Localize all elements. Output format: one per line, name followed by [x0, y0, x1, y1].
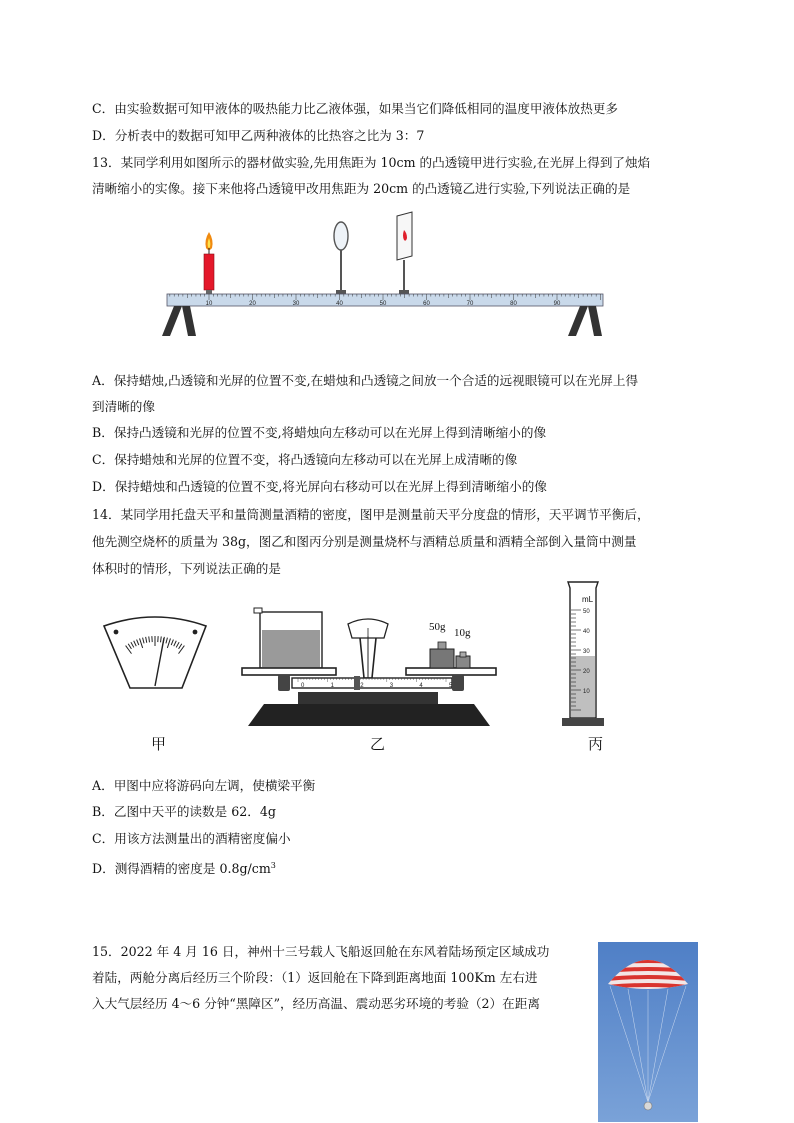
beaker-icon — [254, 608, 322, 668]
q15-line3: 入大气层经历 4～6 分钟“黑障区”，经历高温、震动恶劣环境的考验（2）在距离 — [92, 996, 540, 1011]
q15-line2: 着陆，两舱分离后经历三个阶段：（1）返回舱在下降到距离地面 100Km 左右进 — [92, 970, 538, 985]
q14-option-c: C．用该方法测量出的酒精密度偏小 — [92, 831, 291, 846]
cylinder-tick-label: 50 — [583, 609, 590, 615]
ruler-tick-label: 50 — [379, 301, 387, 307]
beam-tick-label: 1 — [330, 683, 334, 689]
ruler-tick-label: 60 — [423, 301, 430, 307]
bench-leg-right — [568, 306, 602, 336]
q12-option-c: C．由实验数据可知甲液体的吸热能力比乙液体强，如果当它们降低相同的温度甲液体放热更多 — [92, 101, 618, 116]
parachute-photo — [598, 942, 698, 1122]
beam-tick-label: 4 — [419, 683, 423, 689]
ruler-tick-label: 80 — [510, 301, 517, 307]
q15-line1: 15．2022 年 4 月 16 日，神州十三号载人飞船返回舱在东风着陆场预定区域成功 — [92, 944, 550, 959]
beam-tick-label: 0 — [301, 683, 305, 689]
q14-option-a: A．甲图中应将游码向左调，使横梁平衡 — [92, 778, 316, 793]
cylinder-unit: mL — [582, 595, 594, 604]
ruler-tick-label: 40 — [336, 301, 343, 307]
q13-option-a-line2: 到清晰的像 — [92, 399, 155, 414]
q12-option-d: D．分析表中的数据可知甲乙两种液体的比热容之比为 3：7 — [92, 128, 425, 143]
beam-tick-label: 5 — [449, 683, 453, 689]
cylinder-tick-label: 30 — [583, 649, 590, 655]
figure-label-yi: 乙 — [370, 735, 386, 753]
light-screen-icon — [397, 212, 412, 294]
ruler-tick-label: 20 — [249, 301, 256, 307]
q14-stem-line2: 他先测空烧杯的质量为 38g，图乙和图丙分别是测量烧杯与酒精总质量和酒精全部倒入量筒中测量 — [92, 534, 637, 549]
q14-stem-line1: 14．某同学用托盘天平和量筒测量酒精的密度，图甲是测量前天平分度盘的情形，天平调节平衡后， — [92, 507, 650, 522]
figure-label-bing: 丙 — [588, 735, 604, 753]
q13-option-c: C．保持蜡烛和光屏的位置不变，将凸透镜向左移动可以在光屏上成清晰的像 — [92, 452, 518, 467]
ruler-tick-label: 70 — [466, 301, 474, 307]
ruler-tick-label: 30 — [292, 301, 300, 307]
beam-tick-label: 3 — [389, 683, 394, 689]
ruler-tick-label: 90 — [553, 301, 561, 307]
weight-50g-icon — [430, 642, 454, 668]
q14-option-b: B．乙图中天平的读数是 62．4g — [92, 804, 276, 819]
beam-tick-label: 2 — [360, 683, 364, 689]
q13-option-a-line1: A．保持蜡烛,凸透镜和光屏的位置不变,在蜡烛和凸透镜之间放一个合适的远视眼镜可以在光屏上得 — [92, 373, 639, 388]
figure-label-jia: 甲 — [151, 735, 167, 753]
q13-option-b: B．保持凸透镜和光屏的位置不变,将蜡烛向左移动可以在光屏上得到清晰缩小的像 — [92, 425, 547, 440]
candle-icon — [204, 232, 214, 294]
q14-stem-line3: 体积时的情形，下列说法正确的是 — [92, 561, 281, 576]
cylinder-tick-label: 20 — [583, 669, 590, 675]
balance-dial-figure — [98, 612, 213, 692]
q14-option-d-text: D．测得酒精的密度是 0.8g/cm — [92, 861, 271, 877]
balance-figure — [238, 608, 498, 732]
q13-option-d: D．保持蜡烛和凸透镜的位置不变,将光屏向右移动可以在光屏上得到清晰缩小的像 — [92, 479, 547, 494]
q13-stem-line2: 清晰缩小的实像。接下来他将凸透镜甲改用焦距为 20cm 的凸透镜乙进行实验,下列说法正确的是 — [92, 181, 631, 196]
q14-option-d — [92, 857, 276, 878]
bench-leg-left — [162, 306, 196, 336]
ruler-tick-label: 10 — [205, 301, 213, 307]
rider-slider — [354, 676, 360, 690]
convex-lens-icon — [334, 222, 348, 294]
q14-option-d-sup: 3 — [270, 861, 276, 870]
weight-10g-icon — [456, 652, 470, 668]
optical-bench-figure — [160, 210, 610, 340]
weight-10g-label: 10g — [454, 627, 471, 639]
q13-stem-line1: 13．某同学利用如图所示的器材做实验,先用焦距为 10cm 的凸透镜甲进行实验,在光屏上得到了烛焰 — [92, 155, 651, 170]
weight-50g-label: 50g — [429, 621, 446, 633]
cylinder-tick-label: 40 — [583, 629, 590, 635]
return-capsule-icon — [644, 1102, 652, 1110]
cylinder-tick-label: 10 — [583, 689, 590, 695]
graduated-cylinder-figure — [560, 580, 608, 730]
